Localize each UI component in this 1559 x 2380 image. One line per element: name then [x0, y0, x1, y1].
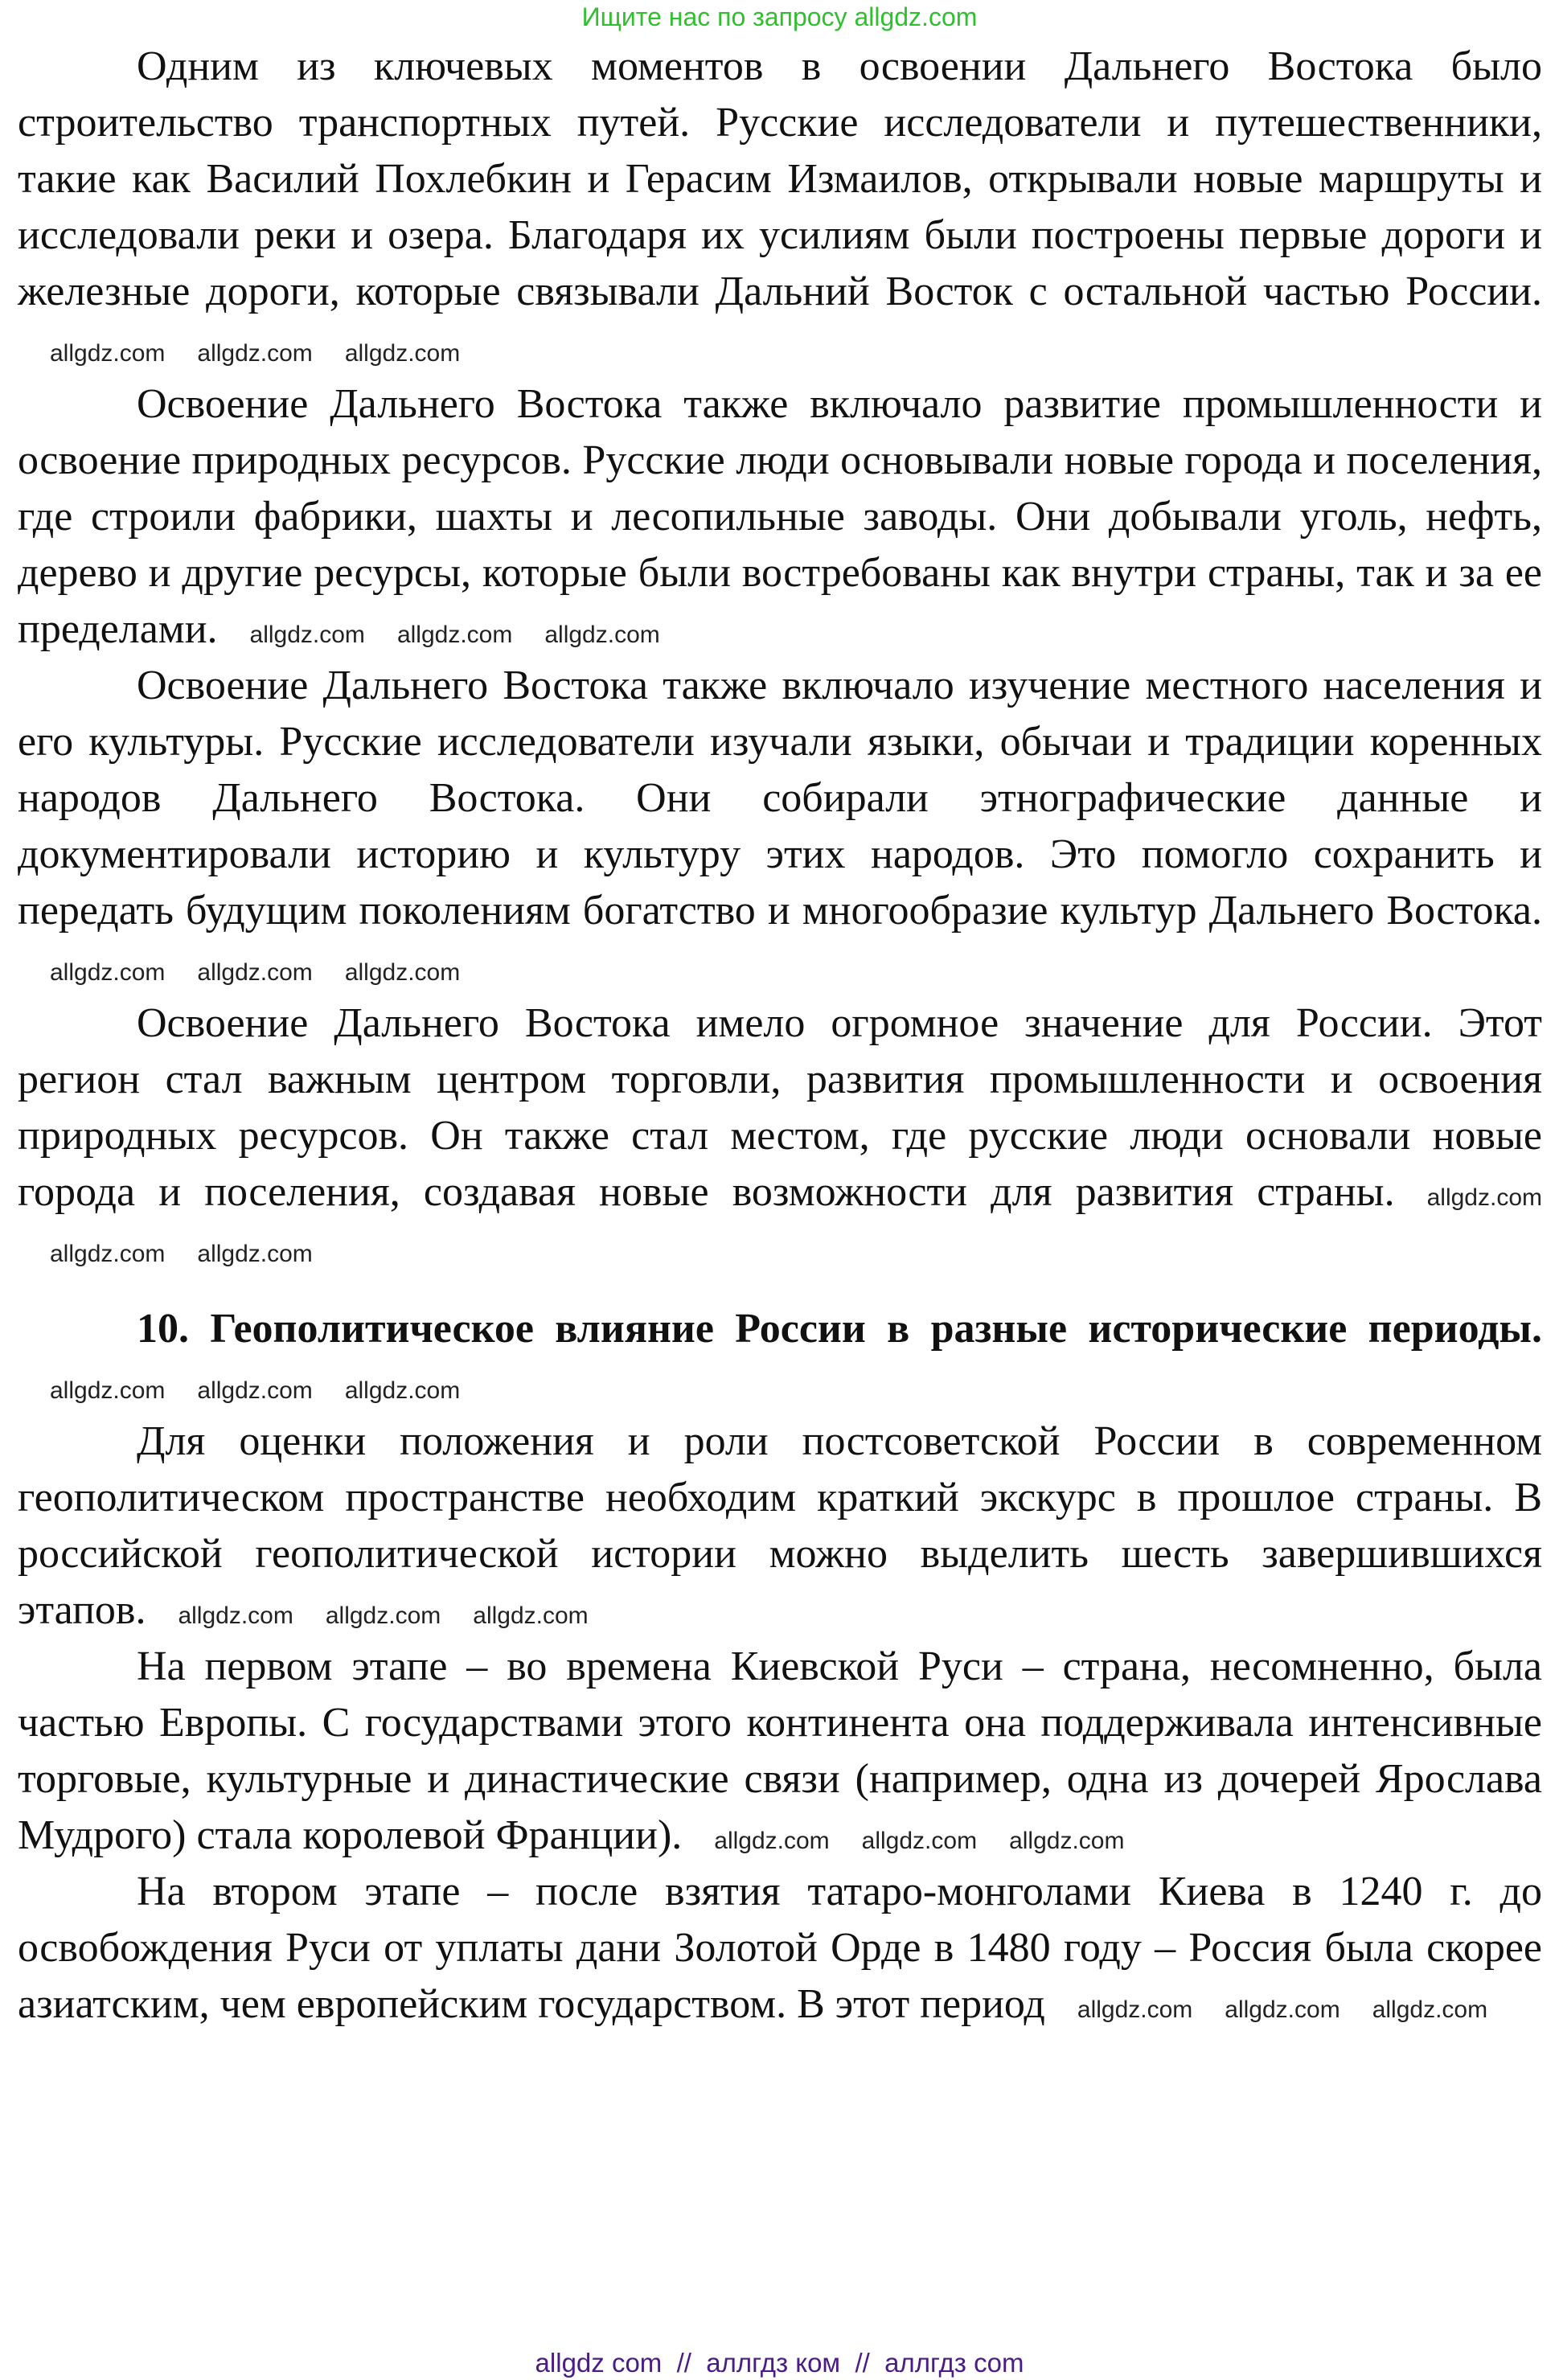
paragraph — [18, 1864, 1542, 2033]
watermark: allgdz.com — [396, 622, 513, 648]
paragraph-text: Для оценки положения и роли постсоветской России в современном геополитическом пространстве необходим краткий экскурс в прошлое страны. В российской геополитической истории можно выделить шесть завершившихся этапов. — [18, 1418, 1542, 1633]
watermark: allgdz.com — [1372, 1996, 1488, 2023]
watermark: allgdz.com — [1077, 1996, 1193, 2023]
watermark: allgdz.com — [1009, 1828, 1125, 1854]
watermark: allgdz.com — [197, 1377, 313, 1404]
section-heading-text: 10. Геополитическое влияние России в разные исторические периоды. — [137, 1306, 1542, 1352]
paragraph — [18, 1639, 1542, 1864]
paragraph — [18, 39, 1542, 376]
watermark: allgdz.com — [249, 622, 365, 648]
watermark: allgdz.com — [861, 1828, 978, 1854]
watermark: allgdz.com — [1225, 1996, 1340, 2023]
watermark: allgdz.com — [325, 1602, 441, 1629]
paragraph — [18, 376, 1542, 658]
paragraph-text: Одним из ключевых моментов в освоении Дальнего Востока было строительство транспортных путей. Русские исследователи и путешественники, такие как Василий Похлебкин и Герасим Измаилов, открывали новые маршруты и исследовали реки и озера. Благодаря их усилиям были построены первые дороги и железные дороги, которые связывали Дальний Восток с остальной частью России. — [18, 43, 1542, 314]
watermark: allgdz.com — [50, 1241, 166, 1267]
watermark: allgdz.com — [50, 959, 166, 986]
watermark: allgdz.com — [197, 340, 313, 367]
paragraph-text: На первом этапе – во времена Киевской Руси – страна, несомненно, была частью Европы. С государствами этого континента она поддерживала интенсивные торговые, культурные и династические связи (например, одна из дочерей Ярослава Мудрого) стала королевой Франции). — [18, 1643, 1542, 1858]
paragraph-text: Освоение Дальнего Востока имело огромное значение для России. Этот регион стал важным центром торговли, развития промышленности и освоения природных ресурсов. Он также стал местом, где русские люди основали новые города и поселения, создавая новые возможности для развития страны. — [18, 1000, 1542, 1215]
watermark: allgdz.com — [344, 340, 461, 367]
watermark: allgdz.com — [50, 340, 166, 367]
section-heading — [18, 1301, 1542, 1414]
watermark: allgdz.com — [714, 1828, 830, 1854]
watermark: allgdz.com — [344, 1377, 461, 1404]
site-banner: Ищите нас по запросу allgdz.com — [581, 2, 978, 31]
paragraph-text: Освоение Дальнего Востока также включало изучение местного населения и его культуры. Русские исследователи изучали языки, обычаи и традиции коренных народов Дальнего Востока. Они собирали этнографические данные и документировали историю и культуру этих народов. Это помогло сохранить и передать будущим поколениям богатство и многообразие культур Дальнего Востока. — [18, 663, 1542, 934]
document-body — [18, 39, 1542, 2033]
watermark: allgdz.com — [197, 959, 313, 986]
watermark: allgdz.com — [178, 1602, 293, 1629]
site-footer: allgdz com // аллгдз ком // аллгдз com — [535, 2348, 1024, 2378]
paragraph — [18, 658, 1542, 995]
watermark: allgdz.com — [544, 622, 660, 648]
watermark: allgdz.com — [473, 1602, 589, 1629]
watermark: allgdz.com — [1426, 1184, 1542, 1211]
watermark: allgdz.com — [50, 1377, 166, 1404]
watermark: allgdz.com — [344, 959, 461, 986]
watermark: allgdz.com — [197, 1241, 313, 1267]
paragraph-text: На втором этапе – после взятия татаро-монголами Киева в 1240 г. до освобождения Руси от уплаты дани Золотой Орде в 1480 году – Россия была скорее азиатским, чем европейским государством. В этот период — [18, 1869, 1542, 2027]
paragraph — [18, 1414, 1542, 1639]
paragraph-text: Освоение Дальнего Востока также включало развитие промышленности и освоение природных ресурсов. Русские люди основывали новые города и поселения, где строили фабрики, шахты и лесопильные заводы. Они добывали уголь, нефть, дерево и другие ресурсы, которые были востребованы как внутри страны, так и за ее пределами. — [18, 381, 1542, 652]
paragraph — [18, 995, 1542, 1277]
